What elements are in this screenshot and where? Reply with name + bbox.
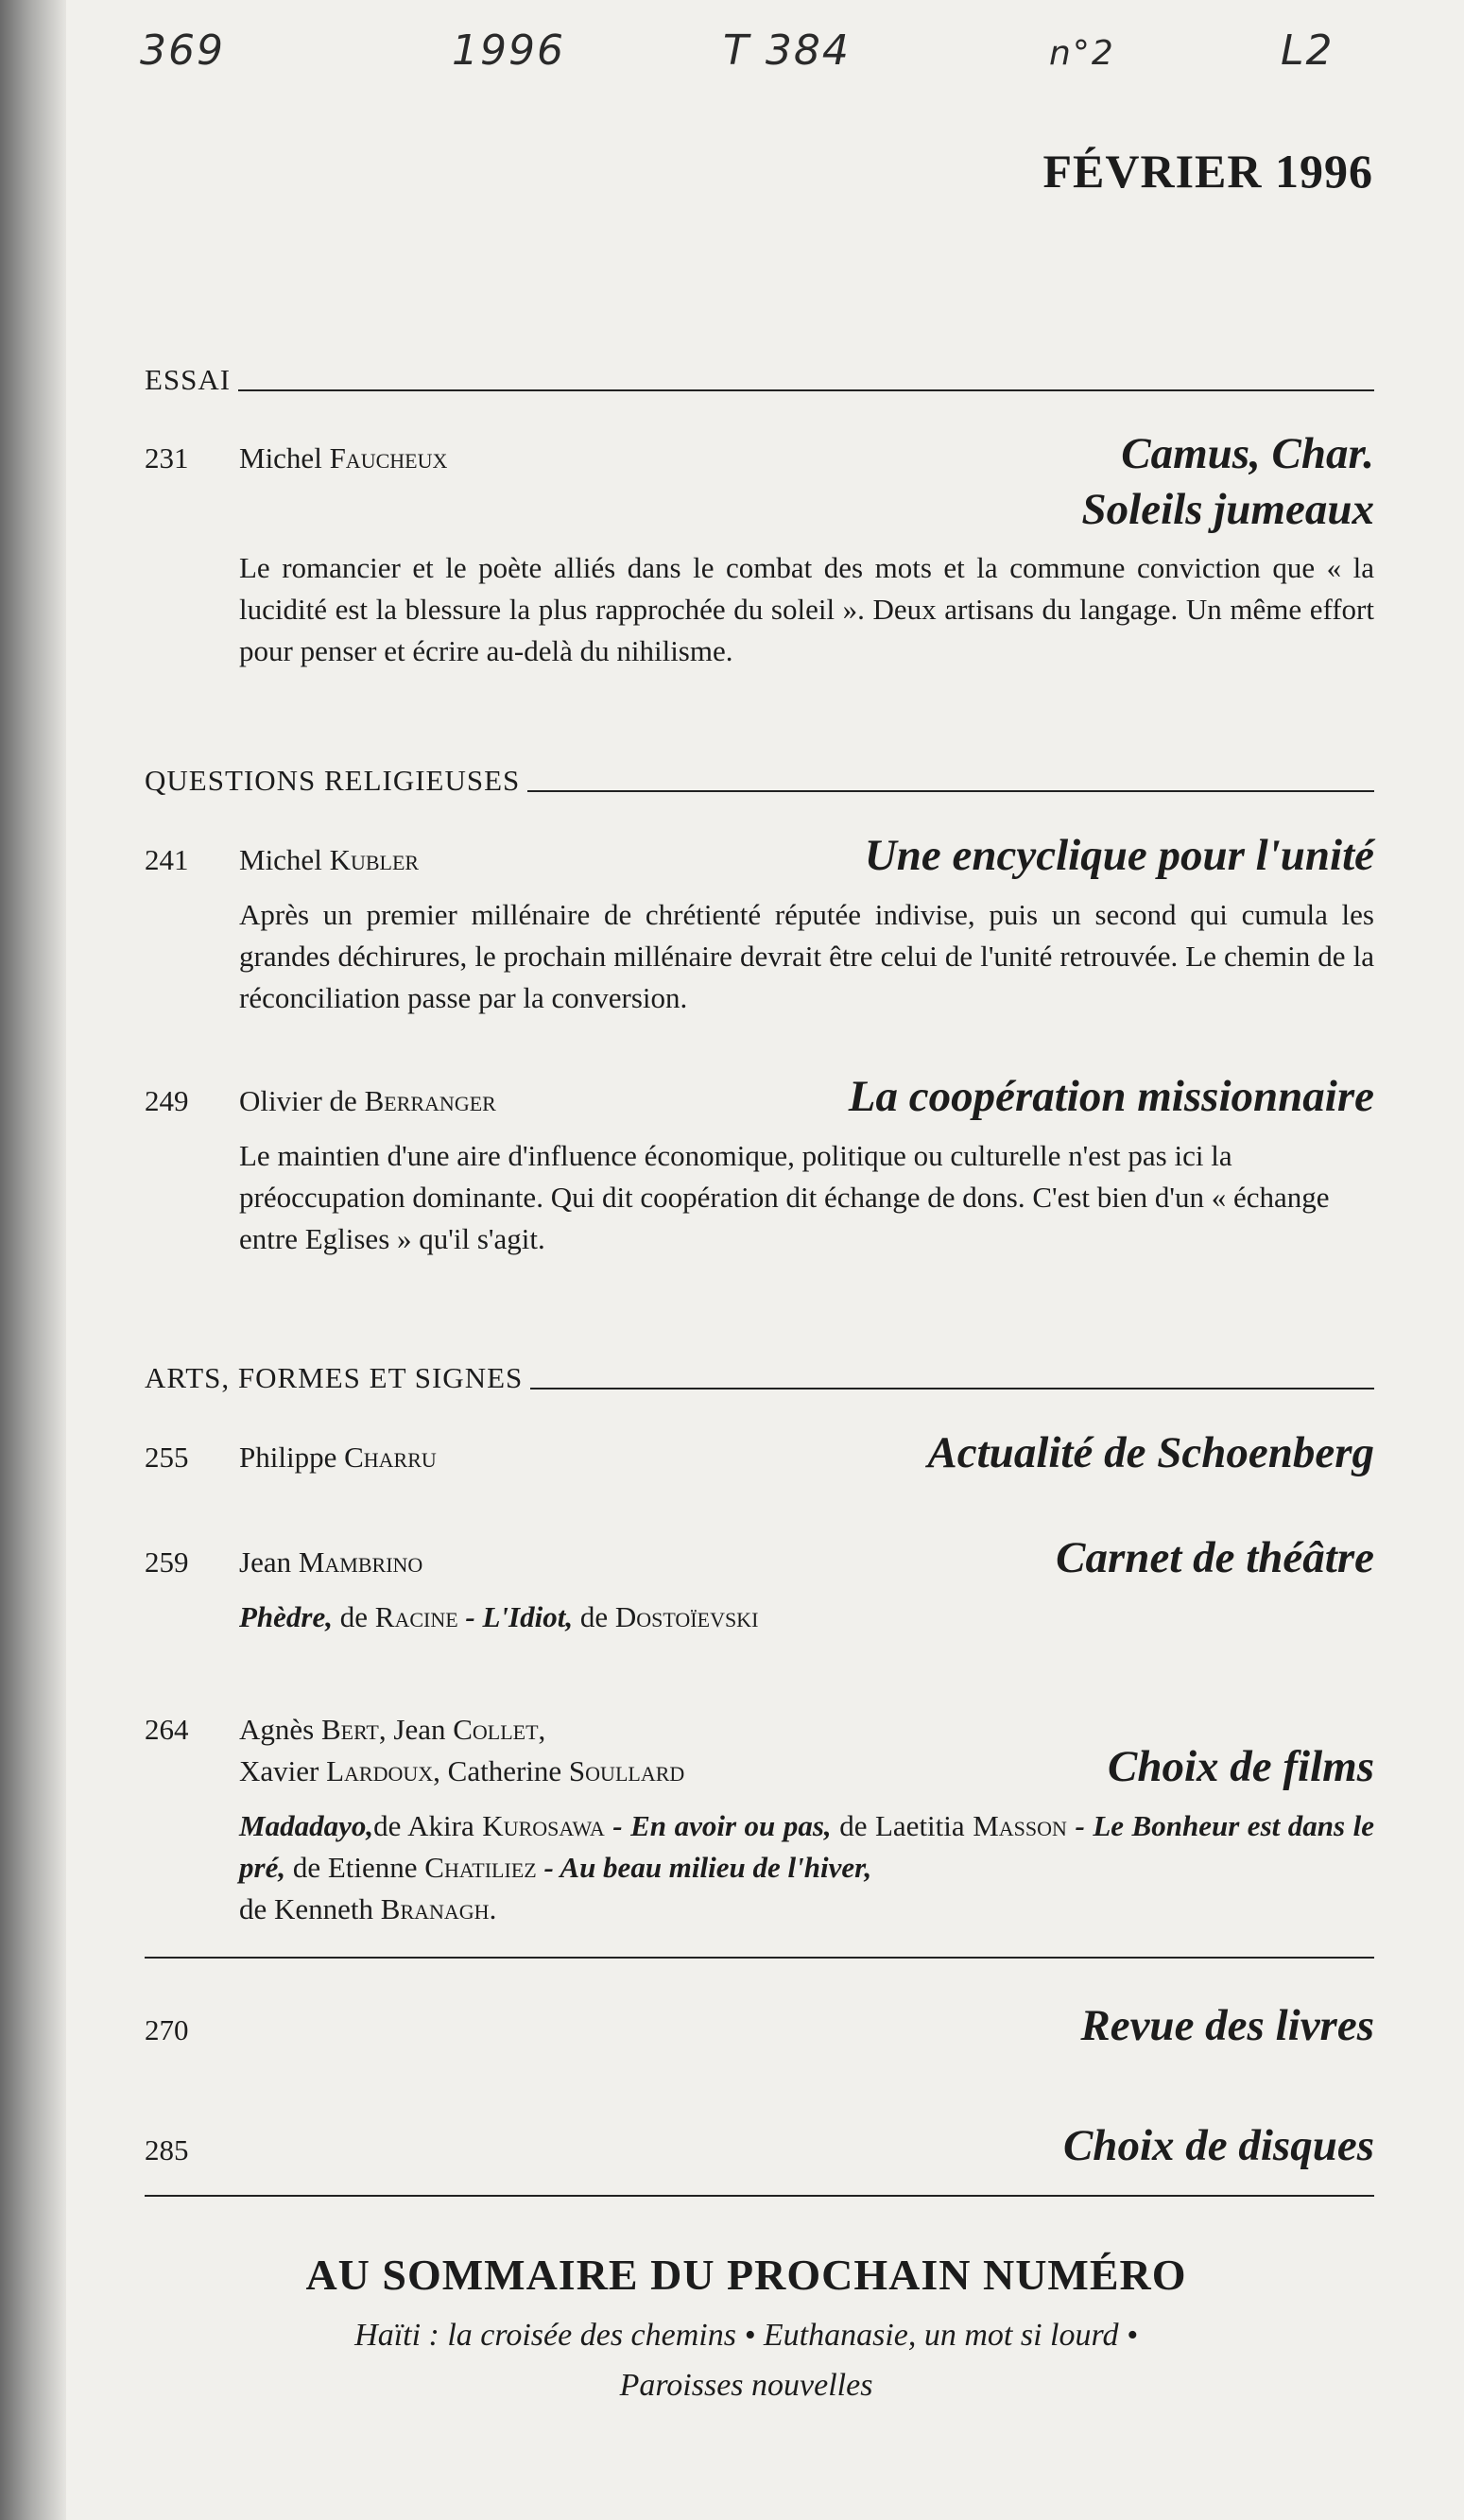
article-summary: Phèdre, de Racine - L'Idiot, de Dostoïevski: [239, 1600, 759, 1633]
section-arts-formes-signes: [145, 1361, 1374, 1395]
next-issue-topics-line2: Paroisses nouvelles: [619, 2368, 873, 2403]
article-summary: Le maintien d'une aire d'influence économique, politique ou culturelle n'est pas ici la préoccupation dominante. Qui dit coopération dit échange de dons. C'est bien d'un « échange entre Eglises » qu'il s'agit.: [239, 1139, 1330, 1255]
section-title: ESSAI: [145, 363, 232, 396]
handwritten-note-2: 1996: [452, 26, 565, 75]
author: Michel Kubler: [239, 843, 420, 876]
divider: [145, 2195, 1374, 2197]
page-number: 255: [145, 1441, 189, 1474]
author: Philippe Charru: [239, 1441, 437, 1474]
page-number: 231: [145, 441, 189, 475]
article-title-line2[interactable]: Soleils jumeaux: [1081, 485, 1374, 534]
author: Jean Mambrino: [239, 1545, 423, 1579]
toc-entry-choix-disques[interactable]: [145, 2122, 1374, 2171]
author: Michel Faucheux: [239, 441, 448, 475]
handwritten-note-5: L2: [1281, 26, 1335, 75]
page-number: 241: [145, 843, 189, 876]
section-title: ARTS, FORMES ET SIGNES: [145, 1361, 524, 1394]
section-rule: [530, 1388, 1374, 1389]
handwritten-note-1: 369: [140, 26, 225, 75]
toc-entry-cooperation[interactable]: [145, 1073, 1374, 1260]
author: Olivier de Berranger: [239, 1084, 496, 1117]
handwritten-note-3: T 384: [723, 26, 851, 75]
toc-entry-camus-char[interactable]: [145, 430, 1374, 672]
issue-date: FÉVRIER 1996: [1042, 145, 1373, 198]
page-number: 285: [145, 2133, 189, 2166]
handwritten-note-4: n°2: [1049, 34, 1115, 73]
section-title: QUESTIONS RELIGIEUSES: [145, 764, 521, 797]
article-summary: Après un premier millénaire de chrétienté réputée indivise, puis un second qui cumula les grandes déchirures, le prochain millénaire devrait être celui de l'unité retrouvée. Le chemin de la réconciliation passe par la conversion.: [239, 898, 1374, 1014]
article-summary: Le romancier et le poète alliés dans le combat des mots et la commune conviction que « la lucidité est la blessure la plus rapprochée du soleil ». Deux artisans du langage. Un même effort pour penser et écrire au-delà du nihilisme.: [239, 551, 1374, 667]
toc-entry-schoenberg[interactable]: [145, 1429, 1374, 1478]
article-title[interactable]: La coopération missionnaire: [848, 1072, 1374, 1121]
article-title[interactable]: Carnet de théâtre: [1056, 1533, 1374, 1582]
authors-line-2: Xavier Lardoux, Catherine Soullard: [239, 1754, 685, 1787]
article-title[interactable]: Camus, Char.: [1121, 429, 1374, 478]
page-number: 264: [145, 1713, 189, 1746]
page-number: 259: [145, 1545, 189, 1579]
divider: [145, 1957, 1374, 1959]
authors-line-1: Agnès Bert, Jean Collet,: [239, 1713, 546, 1746]
article-title[interactable]: Une encyclique pour l'unité: [864, 831, 1374, 880]
section-rule: [238, 389, 1374, 391]
toc-entry-films[interactable]: [145, 1701, 1374, 1930]
next-issue-heading: AU SOMMAIRE DU PROCHAIN NUMÉRO: [305, 2251, 1187, 2299]
toc-entry-encyclique[interactable]: [145, 832, 1374, 1019]
page-number: 270: [145, 2013, 189, 2046]
page-number: 249: [145, 1084, 189, 1117]
rubrique-title[interactable]: Choix de disques: [1062, 2121, 1374, 2170]
article-title[interactable]: Actualité de Schoenberg: [927, 1428, 1374, 1477]
section-rule: [527, 790, 1374, 792]
section-essai: [145, 363, 1374, 397]
next-issue-topics-line1: Haïti : la croisée des chemins • Euthanasie, un mot si lourd •: [354, 2318, 1138, 2353]
films-list: Madadayo,de Akira Kurosawa - En avoir ou pas, de Laetitia Masson - Le Bonheur est dans le pré, de Etienne Chatiliez - Au beau milieu de l'hiver, de Kenneth Branagh.: [239, 1809, 1374, 1925]
rubrique-title[interactable]: Revue des livres: [1080, 2001, 1374, 2050]
toc-entry-revue-livres[interactable]: [145, 2002, 1374, 2051]
toc-entry-theatre[interactable]: [145, 1534, 1374, 1638]
scan-gutter-shadow: [0, 0, 66, 2520]
section-questions-religieuses: [145, 764, 1374, 798]
article-title[interactable]: Choix de films: [1107, 1742, 1374, 1791]
